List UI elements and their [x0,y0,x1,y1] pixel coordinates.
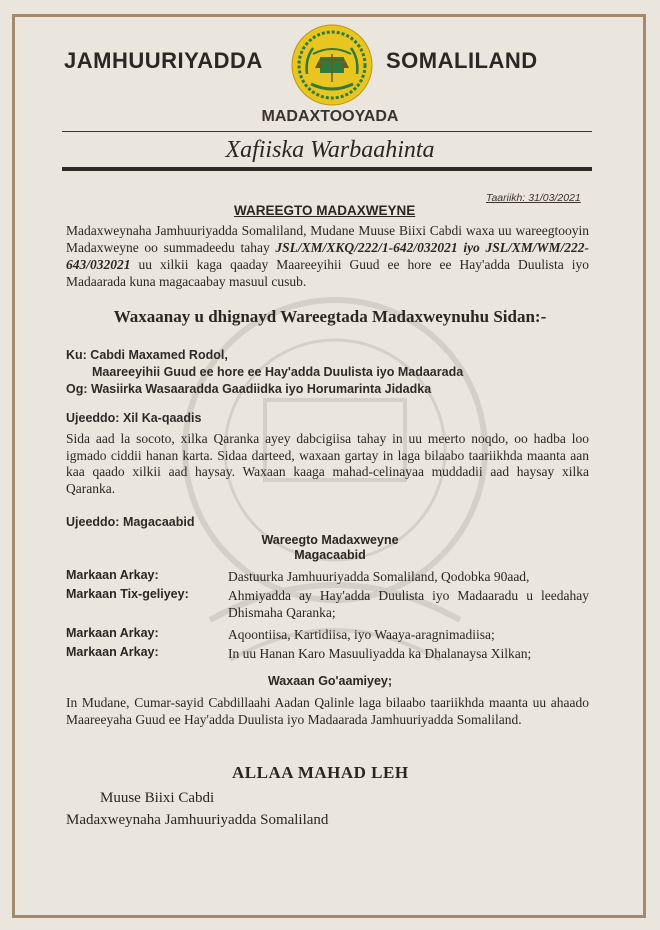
row-value: Aqoontiisa, Kartidiisa, iyo Waaya-aragnimadiisa; [228,627,495,642]
row-label: Markaan Arkay: [66,568,159,582]
header-rule-thin [62,131,592,132]
row-label: Markaan Tix-geliyey: [66,587,189,601]
header-somaliland: SOMALILAND [386,48,538,73]
document-title: WAREEGTO MADAXWEYNE [234,203,416,218]
recipient-title: Maareeyihii Guud ee hore ee Hay'adda Duulista iyo Madaarada [92,365,464,379]
decree-subheading: Waxaanay u dhignayd Wareegtada Madaxweynuhu Sidan:- [113,307,547,326]
decree-reference-numbers: JSL/XM/XKQ/222/1-642/032021 iyo JSL/XM/WM/222-643/032021 [66,240,589,272]
recipient-line: Ku: Cabdi Maxamed Rodol, [66,348,228,362]
subject-appointment: Ujeeddo: Magacaabid [66,515,195,529]
row-label: Markaan Arkay: [66,626,159,640]
appointment-title-line1: Wareegto Madaxweyne [261,533,399,547]
subject-dismissal: Ujeeddo: Xil Ka-qaadis [66,411,202,425]
document-date: Taariikh: 31/03/2021 [486,192,581,204]
intro-text-1: Madaxweynaha Jamhuuriyadda Somaliland, Mudane Muuse Biixi Cabdi waxa uu wareegtooyin Madaxweyne oo summadeedu tahay [66,223,589,255]
row-value: In uu Hanan Karo Masuuliyadda ka Dhalanaysa Xilkan; [228,646,532,661]
row-value: Dastuurka Jamhuuriyadda Somaliland, Qodobka 90aad, [228,569,530,584]
dismissal-paragraph: Sida aad la socoto, xilka Qaranka ayey dabcigiisa tahay in uu meerto noqdo, oo hadba loo igmado ciddii hanan karta. Sidaa darteed, waxaan gartay in laga bilaabo taariikhda maanta aan kaa qaado xilkii aad haysay. Waxaan kaaga mahad-celinayaa muddadii aad haysay xilka Qaranka. [66,431,589,496]
appointment-title [0,533,660,563]
decision-heading: Waxaan Go'aamiyey; [267,674,393,688]
closing-phrase: ALLAA MAHAD LEH [232,763,409,782]
intro-paragraph [66,222,589,290]
national-emblem-icon [291,24,373,106]
decision-paragraph: In Mudane, Cumar-sayid Cabdillaahi Aadan Qalinle laga bilaabo taariikhda maanta uu ahaado Maareeyaha Guud ee Hay'adda Duulista iyo Madaarada Jamhuuriyadda Somaliland. [66,695,589,727]
header-rule-thick [62,167,592,171]
signatory-title: Madaxweynaha Jamhuuriyadda Somaliland [66,812,329,828]
row-value: Ahmiyadda ay Hay'adda Duulista iyo Madaaradu u leedahay Dhismaha Qaranka; [228,588,589,620]
office-name: MADAXTOOYADA [261,108,399,125]
signatory-name: Muuse Biixi Cabdi [100,790,215,806]
appointment-title-line2: Magacaabid [294,548,366,562]
header-jamhuuriyadda: JAMHUURIYADDA [64,48,263,73]
row-label: Markaan Arkay: [66,645,159,659]
intro-text-2: uu xilkii kaga qaaday Maareeyihii Guud ee hore ee Hay'adda Duulista iyo Madaarada kuna magacaabay masuul cusub. [66,257,589,289]
department-name: Xafiiska Warbaahinta [225,137,435,163]
copy-to-line: Og: Wasiirka Wasaaradda Gaadiidka iyo Horumarinta Jidadka [66,382,432,396]
